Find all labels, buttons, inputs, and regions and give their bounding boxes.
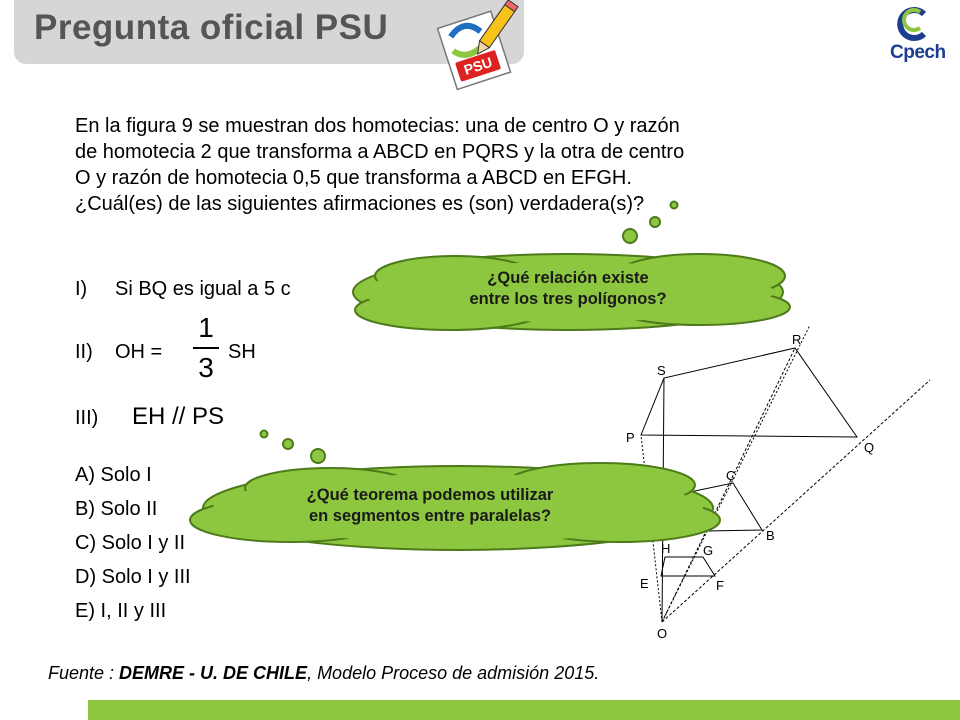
cloud-1-line: entre los tres polígonos? — [469, 290, 667, 308]
option-a[interactable]: A) Solo I — [75, 464, 152, 486]
label-h: H — [661, 541, 671, 556]
label-e: E — [640, 576, 649, 591]
label-q: Q — [864, 440, 875, 455]
cloud-1-line: ¿Qué relación existe — [487, 269, 649, 287]
label-o: O — [657, 626, 668, 641]
label-f: F — [716, 578, 724, 593]
thought-bubble-dot — [311, 449, 325, 463]
option-b[interactable]: B) Solo II — [75, 498, 158, 520]
label-b: B — [766, 528, 775, 543]
question-line: de homotecia 2 que transforma a ABCD en PQRS y la otra de centro — [75, 141, 685, 163]
label-g: G — [703, 543, 714, 558]
statement-iii-expression: EH // PS — [132, 403, 225, 430]
label-p: P — [626, 430, 635, 445]
cloud-2-line: en segmentos entre paralelas? — [308, 507, 552, 525]
fraction-numerator: 1 — [198, 312, 214, 343]
thought-bubble-dot — [261, 431, 268, 438]
option-d[interactable]: D) Solo I y III — [75, 566, 191, 588]
option-c[interactable]: C) Solo I y II — [75, 532, 186, 554]
thought-bubble-dot — [283, 439, 293, 449]
psu-badge-text: PSU — [461, 53, 495, 78]
cloud-2-text — [240, 485, 620, 527]
question-line: ¿Cuál(es) de las siguientes afirmaciones es (son) verdadera(s)? — [75, 193, 645, 215]
option-e[interactable]: E) I, II y III — [75, 600, 167, 622]
fraction-denominator: 3 — [198, 352, 214, 383]
statement-i: I) Si BQ es igual a 5 c — [75, 278, 291, 300]
source-citation — [48, 663, 599, 684]
page-title: Pregunta oficial PSU — [34, 8, 389, 47]
statement-ii-suffix: SH — [228, 341, 256, 363]
source-prefix: Fuente : — [48, 663, 120, 683]
statement-iii-prefix: III) — [75, 407, 99, 429]
source-suffix: , Modelo Proceso de admisión 2015. — [307, 663, 600, 683]
source-institution: DEMRE - U. DE CHILE — [119, 663, 308, 683]
statement-ii-prefix: II) OH = — [75, 341, 163, 363]
label-r: R — [792, 332, 802, 347]
label-c: C — [726, 468, 736, 483]
question-line: En la figura 9 se muestran dos homotecias: una de centro O y razón — [75, 115, 680, 137]
brand-name: Cpech — [890, 42, 946, 63]
footer-accent-bar — [88, 700, 960, 720]
question-line: O y razón de homotecia 0,5 que transforma a ABCD en EFGH. — [75, 167, 632, 189]
label-s: S — [657, 363, 666, 378]
cloud-2-line: ¿Qué teorema podemos utilizar — [306, 486, 554, 504]
